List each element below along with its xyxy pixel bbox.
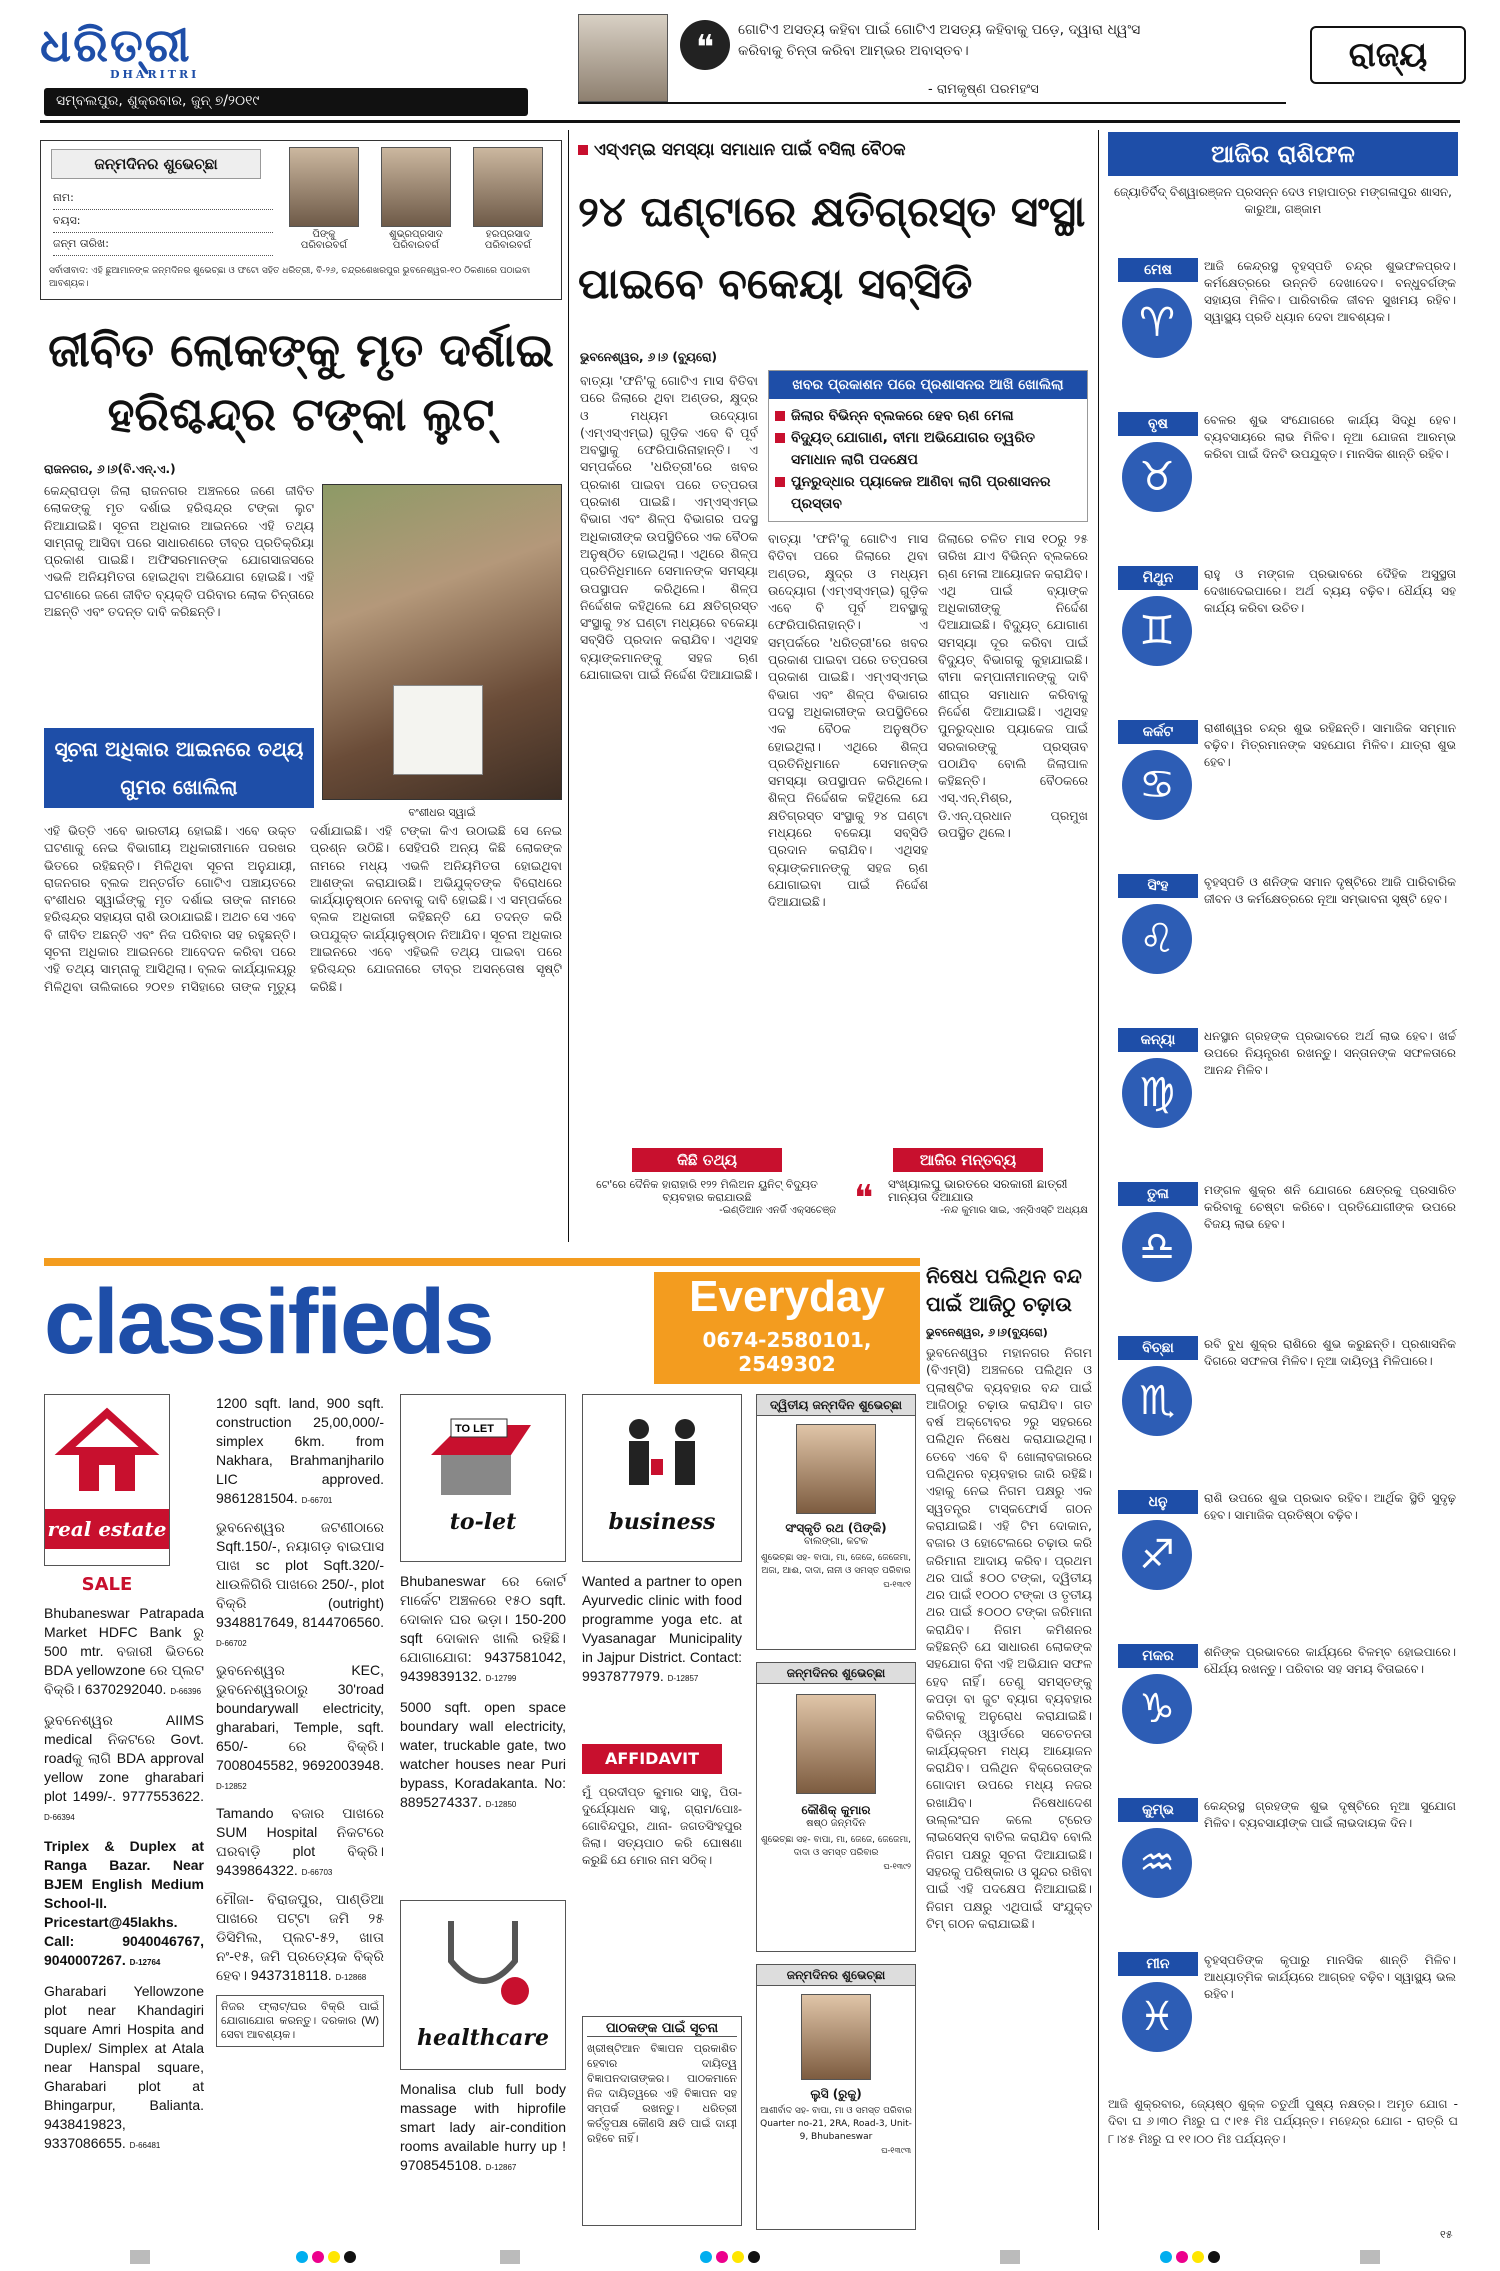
libra-icon: ♎ — [1122, 1212, 1192, 1282]
cyan-dot — [1160, 2251, 1172, 2263]
classified-ad: Bhubaneswar ରେ କୋର୍ଟ ମାର୍କେଟ ଅଞ୍ଚଳରେ ୧୫୦ sqft. ଦୋକାନ ଘର ଭଡ଼ା। 150-200 sqft ଦୋକାନ ଖାଲି ରହିଛି। ଯୋଗାଯୋଗ: 9437581042, 9439839132. D-12799 — [400, 1573, 566, 1684]
birthday-box-top — [40, 140, 562, 300]
center-story-headline: ୨୪ ଘଣ୍ଟାରେ କ୍ଷତିଗ୍ରସ୍ତ ସଂସ୍ଥା ପାଇବେ ବକେୟା ସବ୍ସିଡି — [578, 187, 1086, 308]
birthday-field: ଜନ୍ମ ତାରିଖ: — [53, 233, 273, 256]
magenta-dot — [716, 2251, 728, 2263]
classifieds-phone: 0674-2580101, 2549302 — [702, 1328, 872, 1376]
quote-box — [578, 14, 1286, 104]
aries-icon: ♈ — [1122, 288, 1192, 358]
birthday-card-place: Quarter no-21, 2RA, Road-3, Unit-9, Bhubaneswar — [760, 2119, 912, 2142]
black-dot — [748, 2251, 760, 2263]
rashi-label: ମକର — [1118, 1644, 1198, 1668]
quote-author-photo — [578, 14, 668, 102]
everyday-label: Everyday — [689, 1272, 885, 1321]
rashi-label: ବିଚ୍ଛା — [1118, 1336, 1198, 1360]
sagittarius-icon: ♐ — [1122, 1520, 1192, 1590]
reader-notice-text: ଖ୍ରୀଷ୍ଟିଆନ ବିଜ୍ଞାପନ ପ୍ରକାଶିତ ହେବାର ଦାୟିତ୍ୱ ବିଜ୍ଞାପନଦାତାଙ୍କର। ପାଠକମାନେ ନିଜ ଦାୟିତ୍ୱରେ ଏହି ବିଜ୍ଞାପନ ସହ ସମ୍ପର୍କ ରଖନ୍ତୁ। ଧରିତ୍ରୀ କର୍ତ୍ତୃପକ୍ଷ କୌଣସି କ୍ଷତି ପାଇଁ ଦାୟୀ ରହିବେ ନାହିଁ। — [587, 2042, 737, 2145]
birthday-note: ସର୍ବାସୀବାଦ: ଏହି ଛୁଆମାନଙ୍କ ଜନ୍ମଦିନର ଶୁଭେଚ୍ଛା ଓ ଫଟୋ ସହିତ ଧରିତ୍ରୀ, ବି-୨୬, ଚନ୍ଦ୍ରଶେଖରପୁର ଭୁବନେଶ୍ୱର-୧୦ ଠିକଣାରେ ପଠାଇବା ଆବଶ୍ୟକ। — [49, 266, 531, 289]
classified-ad: ଭୁବନେଶ୍ୱର KEC, ଭୁବନେଶ୍ୱରଠାରୁ 30'road boundarywall electricity, gharabari, Temple, sqft. 650/- ରେ ବିକ୍ରି। 7008045582, 9692003948. D-12852 — [216, 1662, 384, 1791]
rashi-text: ବୃହସ୍ପତି ଓ ଶନିଙ୍କ ସମାନ ଦୃଷ୍ଟିରେ ଆଜି ପାରିବାରିକ ଜୀବନ ଓ କର୍ମକ୍ଷେତ୍ରରେ ନୂଆ ସମ୍ଭାବନା ସୃଷ୍ଟି ହେବ। — [1204, 875, 1456, 906]
rashi-mina — [1108, 1952, 1458, 2082]
classified-ad: Triplex & Duplex at Ranga Bazar. Near BJEM English Medium School-II. Pricestart@45lakhs. Call: 9040046767, 9040007267. D-12764 — [44, 1838, 204, 1968]
highlight-bullet: ଜିଲାର ବିଭିନ୍ନ ବ୍ଲକରେ ହେବ ଋଣ ମେଳା — [775, 405, 1081, 427]
fact-source: -ଇଣ୍ଡିଆନ ଏନର୍ଜି ଏକ୍ସଚେଞ୍ଜ — [719, 1205, 836, 1216]
rashi-simha — [1108, 874, 1458, 1004]
birthday-field: ନାମ: — [53, 187, 273, 210]
rashi-label: ଧନୁ — [1118, 1490, 1198, 1514]
real-estate-tile — [44, 1394, 170, 1566]
healthcare-label: healthcare — [417, 2025, 549, 2051]
birthday-card-code: ଘ-୧୩୯୩ — [881, 2146, 911, 2155]
classified-ad: Gharabari Yellowzone plot near Khandagiri square Amri Hospita and Duplex/ Simplex at Atala near Hanspal square, Gharabari plot at Bhingarpur, Balianta. 9438419823, 9337086655. D-66481 — [44, 1983, 204, 2151]
rashi-karkata — [1108, 720, 1458, 850]
rashi-bichha — [1108, 1336, 1458, 1466]
classified-ad: ମୌଜା- ବିରାଜପୁର, ପାଣ୍ଡିଆ ପାଖରେ ପଟ୍ଟା ଜମି ୨୫ ଡିସିମିଲ, ପ୍ଲଟ-୫୨, ଖାତା ନଂ-୧୫, ଜମି ପ୍ରତ୍ୟେକ ବିକ୍ରି ହେବ। 9437318118. D-12868 — [216, 1891, 384, 1983]
comment-text: ସଂଖ୍ୟାଲଘୁ ଭାରତରେ ସରକାରୀ ଛାତ୍ରୀ ମାନ୍ୟତା ଦିଆଯାଉ — [888, 1177, 1068, 1204]
rashi-label: ମୀନ — [1118, 1952, 1198, 1976]
to-let-label: to-let — [449, 1509, 517, 1535]
ban-story-headline: ନିଷେଧ ପଲିଥିନ ବନ୍ଦ ପାଇଁ ଆଜିଠୁ ଚଢ଼ାଉ — [926, 1264, 1082, 1316]
classified-ad: Monalisa club full body massage with hiprofile smart lady air-condition rooms available hurry up ! 9708545108. D-12867 — [400, 2081, 566, 2173]
birthday-card-title: ଦ୍ୱିତୀୟ ଜନ୍ମଦିନ ଶୁଭେଚ୍ଛା — [757, 1395, 915, 1416]
classified-ad: ଭୁବନେଶ୍ୱର ଜଟଣୀଠାରେ Sqft.150/-, ନୟାଗଡ଼ ବାଇପାସ ପାଖ sc plot Sqft.320/- ଧାଉଳିଗିରି ପାଖରେ 250/-, plot ବିକ୍ରି (outright) 9348817649, 8144706560. D-66702 — [216, 1519, 384, 1648]
birthday-card-code: ଘ-୧୩୯୨ — [883, 1862, 911, 1871]
logo-subtext: DHARITRI — [110, 68, 200, 81]
to-let-sign-icon — [401, 1395, 565, 1505]
rashi-label: କୁମ୍ଭ — [1118, 1798, 1198, 1822]
birthday-card-name: ଲୁସି (ରୁକୁ) — [810, 2087, 862, 2101]
to-let-sign-text: TO LET — [455, 1423, 494, 1435]
birthday-card-code: ଘ-୧୩୯୧ — [883, 1580, 911, 1589]
capricorn-icon: ♑ — [1122, 1674, 1192, 1744]
everyday-box — [654, 1272, 920, 1384]
black-dot — [1208, 2251, 1220, 2263]
business-people-icon — [583, 1395, 741, 1505]
highlight-bullets — [769, 399, 1087, 521]
rashi-label: ମେଷ — [1118, 258, 1198, 282]
magenta-dot — [312, 2251, 324, 2263]
rashi-mesha — [1108, 258, 1458, 388]
healthcare-ad — [400, 2080, 566, 2177]
classifieds-word: classifieds — [44, 1271, 493, 1373]
classified-col-1 — [44, 1604, 204, 2155]
panjika-text: ଆଜି ଶୁକ୍ରବାର, ଜ୍ୟେଷ୍ଠ ଶୁକ୍ଳ ଚତୁର୍ଥୀ ପୁଷ୍ୟ ନକ୍ଷତ୍ର। ଅମୃତ ଯୋଗ - ଦିବା ଘ ୬।୩୦ ମିଃରୁ ଘ ୯।୧୫ ମିଃ ପର୍ଯ୍ୟନ୍ତ। ମହେନ୍ଦ୍ର ଯୋଗ - ରାତ୍ରି ଘ ୮।୪୫ ମିଃରୁ ଘ ୧୧।୦୦ ମିଃ ପର୍ଯ୍ୟନ୍ତ। — [1108, 2097, 1458, 2146]
kid-photo — [381, 147, 451, 227]
classified-ad: 1200 sqft. land, 900 sqft. construction 25,00,000/- simplex 6km. from Nakhara, Brahmanjharilo LIC approved. 9861281504. D-66701 — [216, 1395, 384, 1506]
kid-photo — [796, 1424, 876, 1514]
leo-icon: ♌ — [1122, 904, 1192, 974]
house-icon — [45, 1395, 169, 1505]
gray-swatch — [1360, 2250, 1380, 2264]
masthead-rule — [40, 120, 1460, 123]
page-number: ୧୫ — [1440, 2228, 1453, 2241]
virgo-icon: ♍ — [1122, 1058, 1192, 1128]
rashifal-title: ଆଜିର ରାଶିଫଳ — [1108, 132, 1458, 176]
rashi-text: ରାଶୀଶ୍ୱର ଚନ୍ଦ୍ର ଶୁଭ ରହିଛନ୍ତି। ସାମାଜିକ ସମ୍ମାନ ବଢ଼ିବ। ମିତ୍ରମାନଙ୍କ ସହଯୋଗ ମିଳିବ। ଯାତ୍ରା ଶୁଭ ହେବ। — [1204, 721, 1456, 769]
yellow-dot — [1192, 2251, 1204, 2263]
rashi-tula — [1108, 1182, 1458, 1312]
rashi-dhanu — [1108, 1490, 1458, 1620]
rashi-text: ଆଜି କେନ୍ଦ୍ରସ୍ଥ ବୃହସ୍ପତି ଚନ୍ଦ୍ର ଶୁଭଫଳପ୍ରଦ। କର୍ମକ୍ଷେତ୍ରରେ ଉନ୍ନତି ଦେଖାଦେବ। ବନ୍ଧୁବର୍ଗଙ୍କ ସହାୟତା ମିଳିବ। ପାରିବାରିକ ଜୀବନ ସୁଖମୟ ରହିବ। ସ୍ୱାସ୍ଥ୍ୟ ପ୍ରତି ଧ୍ୟାନ ଦେବା ଆବଶ୍ୟକ। — [1204, 259, 1456, 324]
to-let-tile — [400, 1394, 566, 1562]
newspaper-logo — [40, 18, 270, 86]
rashi-text: ରାହୁ ଓ ମଙ୍ଗଳ ପ୍ରଭାବରେ ଦୈହିକ ଅସୁସ୍ଥତା ଦେଖାଦେଇପାରେ। ଅର୍ଥ ବ୍ୟୟ ବଢ଼ିବ। ଧୈର୍ଯ୍ୟ ସହ କାର୍ଯ୍ୟ କରିବା ଉଚିତ। — [1204, 567, 1456, 615]
quote-mark-icon: ❝ — [680, 20, 730, 70]
quote-author: - ରାମକୃଷ୍ଣ ପରମହଂସ — [928, 82, 1039, 97]
gray-swatch — [500, 2250, 520, 2264]
section-tag: ରାଜ୍ୟ — [1310, 26, 1466, 84]
rashi-kanya — [1108, 1028, 1458, 1158]
kid-photo — [801, 1994, 871, 2080]
classifieds-banner — [44, 1258, 920, 1384]
photo-caption: ବଂଶୀଧର ସ୍ୱାଇଁ — [408, 806, 476, 819]
rashi-label: ତୁଳା — [1118, 1182, 1198, 1206]
news-photo — [322, 484, 562, 800]
rashi-label: କନ୍ୟା — [1118, 1028, 1198, 1052]
aquarius-icon: ♒ — [1122, 1828, 1192, 1898]
fact-box — [578, 1148, 836, 1238]
stethoscope-icon — [401, 1901, 565, 2021]
affidavit-text: ମୁଁ ପ୍ରଦୀପ୍ତ କୁମାର ସାହୁ, ପିତା- ଦୁର୍ଯ୍ୟୋଧନ ସାହୁ, ଗ୍ରାମ/ପୋଃ- ଗୋବିନ୍ଦପୁର, ଥାନା- ଜଗତସିଂହପୁର ଜିଲା। ସତ୍ୟପାଠ କରି ଘୋଷଣା କରୁଛି ଯେ ମୋର ନାମ ସଠିକ୍। — [582, 1785, 742, 1867]
birthday-title: ଜନ୍ମଦିନର ଶୁଭେଚ୍ଛା — [51, 149, 261, 179]
pisces-icon: ♓ — [1122, 1982, 1192, 2052]
left-story-subhead: ସୂଚନା ଅଧିକାର ଆଇନରେ ତଥ୍ୟ ଗୁମର ଖୋଲିଲା — [44, 728, 314, 808]
business-tile — [582, 1394, 742, 1562]
kid-photo — [473, 147, 543, 227]
yellow-dot — [732, 2251, 744, 2263]
column-rule — [1098, 130, 1099, 2230]
affidavit-label: AFFIDAVIT — [582, 1744, 722, 1774]
kid-photo — [289, 147, 359, 227]
left-story-dateline: ରାଜନଗର, ୬।୬(ବି.ଏନ୍.ଏ.) — [44, 462, 176, 476]
cancer-icon: ♋ — [1122, 750, 1192, 820]
highlight-box-title: ଖବର ପ୍ରକାଶନ ପରେ ପ୍ରଶାସନର ଆଖି ଖୋଲିଲା — [769, 371, 1087, 399]
taurus-icon: ♉ — [1122, 442, 1192, 512]
birthday-card-title: ଜନ୍ମଦିନର ଶୁଭେଚ୍ଛା — [757, 1965, 915, 1986]
rashi-text: ମଙ୍ଗଳ ଶୁକ୍ର ଶନି ଯୋଗରେ କ୍ଷେତ୍ରକୁ ପ୍ରସାରିତ କରିବାକୁ ଚେଷ୍ଟା କରିବେ। ପ୍ରତିଯୋଗୀଙ୍କ ଉପରେ ବିଜୟ ଲାଭ ହେବ। — [1204, 1183, 1456, 1231]
rashi-text: ରବି ବୁଧ ଶୁକ୍ର ରାଶିରେ ଶୁଭ କରୁଛନ୍ତି। ପ୍ରଶାସନିକ ଦିଗରେ ସଫଳତା ମିଳିବ। ନୂଆ ଦାୟିତ୍ୱ ମିଳିପାରେ। — [1204, 1337, 1456, 1368]
rashi-text: ବୃହସ୍ପତିଙ୍କ କୃପାରୁ ମାନସିକ ଶାନ୍ତି ମିଳିବ। ଆଧ୍ୟାତ୍ମିକ କାର୍ଯ୍ୟରେ ଆଗ୍ରହ ବଢ଼ିବ। ସ୍ୱାସ୍ଥ୍ୟ ଭଲ ରହିବ। — [1204, 1953, 1456, 2001]
birthday-card-place: ବାଲଙ୍ଗା, କଟକ — [803, 1536, 869, 1547]
classified-col-2 — [216, 1394, 384, 2234]
comment-author: -ନନ୍ଦ କୁମାର ସାଇ, ଏନ୍ସିଏସ୍ଟି ଅଧ୍ୟକ୍ଷ — [940, 1205, 1088, 1216]
rashi-text: କେନ୍ଦ୍ରସ୍ଥ ଗ୍ରହଙ୍କ ଶୁଭ ଦୃଷ୍ଟିରେ ନୂଆ ସୁଯୋଗ ମିଳିବ। ବ୍ୟବସାୟୀଙ୍କ ପାଇଁ ଲାଭଦାୟକ ଦିନ। — [1204, 1799, 1456, 1830]
column-rule — [568, 130, 569, 1242]
classified-col-3 — [400, 1572, 566, 1814]
rashi-label: ବୃଷ — [1118, 412, 1198, 436]
rashi-brisha — [1108, 412, 1458, 542]
highlight-box — [768, 370, 1088, 522]
classified-ad: Tamando ବଜାର ପାଖରେ SUM Hospital ନିକଟରେ ଘରବାଡ଼ି plot ବିକ୍ରି। 9439864322. D-66703 — [216, 1805, 384, 1878]
rashi-text: ଧନସ୍ଥାନ ଗ୍ରହଙ୍କ ପ୍ରଭାବରେ ଅର୍ଥ ଲାଭ ହେବ। ଖର୍ଚ୍ଚ ଉପରେ ନିୟନ୍ତ୍ରଣ ରଖନ୍ତୁ। ସନ୍ତାନଙ୍କ ସଫଳତାରେ ଆନନ୍ଦ ମିଳିବ। — [1204, 1029, 1456, 1077]
left-story-headline: ଜୀବିତ ଲୋକଙ୍କୁ ମୃତ ଦର୍ଶାଇ ହରିଶ୍ଚନ୍ଦ୍ର ଟଙ୍କା ଲୁଟ୍ — [48, 323, 554, 441]
highlight-bullet: ପୁନରୁଦ୍ଧାର ପ୍ୟାକେଜ ଆଣିବା ଲାଗି ପ୍ରଶାସନର ପ୍ରସ୍ତାବ — [775, 471, 1081, 515]
classified-ad: ଭୁବନେଶ୍ୱର AIIMS medical ନିକଟରେ Govt. roadକୁ ଲାଗି BDA approval yellow zone gharabari plot 1499/-. 9777553622. D-66394 — [44, 1712, 204, 1822]
comment-title: ଆଜିର ମନ୍ତବ୍ୟ — [893, 1148, 1043, 1172]
real-estate-label: real estate — [45, 1509, 169, 1549]
kid-caption: ହରପ୍ରସାଦ ପରିବାରବର୍ଗ — [484, 229, 532, 251]
reader-notice — [582, 2016, 742, 2226]
kid-photo — [796, 1694, 876, 1794]
rashi-label: କର୍କଟ — [1118, 720, 1198, 744]
birthday-field: ବୟସ: — [53, 210, 273, 233]
gray-swatch — [130, 2250, 150, 2264]
print-registration-marks — [0, 2246, 1500, 2266]
center-story-body-right: ଜିଲାରେ ଚଳିତ ମାସ ୧୦ରୁ ୨୫ ତାରିଖ ଯାଏ ବିଭିନ୍ନ ବ୍ଲକରେ ଋଣ ମେଳା ଆୟୋଜନ କରାଯିବ। ଏଥି ପାଇଁ ବ୍ୟାଙ୍କ ଅଧିକାରୀଙ୍କୁ ନିର୍ଦ୍ଦେଶ ଦିଆଯାଇଛି। ବିଦ୍ୟୁତ୍ ଯୋଗାଣ ସମସ୍ୟା ଦୂର କରିବା ପାଇଁ ବିଦ୍ୟୁତ୍ ବିଭାଗକୁ କୁହାଯାଇଛି। ବୀମା କମ୍ପାନୀମାନଙ୍କୁ ଦାବି ଶୀଘ୍ର ସମାଧାନ କରିବାକୁ ନିର୍ଦ୍ଦେଶ ଦିଆଯାଇଛି। ଏଥିସହ ପୁନରୁଦ୍ଧାର ପ୍ୟାକେଜ ପାଇଁ ସରକାରଙ୍କୁ ପ୍ରସ୍ତାବ ପଠାଯିବ ବୋଲି ଜିଲାପାଳ କହିଛନ୍ତି। ବୈଠକରେ ଏସ୍.ଏନ୍.ମିଶ୍ର, ଡି.ଏନ୍.ପ୍ରଧାନ ପ୍ରମୁଖ ଉପସ୍ଥିତ ଥିଲେ। — [938, 531, 1088, 841]
reader-notice-title: ପାଠକଙ୍କ ପାଇଁ ସୂଚନା — [587, 2021, 737, 2037]
rashi-mithuna — [1108, 566, 1458, 696]
birthday-card-wish: ଶୁଭେଚ୍ଛା ସହ- ବାପା, ମା, ଜେଜେ, ଜେଜେମା, ଅଜା, ଆଈ, ଦାଦା, ନାନୀ ଓ ସମସ୍ତ ପରିବାର — [760, 1553, 911, 1576]
fact-title: କିଛି ତଥ୍ୟ — [632, 1148, 782, 1172]
birthday-card-wish: ଆଶୀର୍ବାଦ ସହ- ବାପା, ମା ଓ ସମସ୍ତ ପରିବାର — [760, 2106, 912, 2116]
center-story-dateline: ଭୁବନେଶ୍ୱର, ୬।୬ (ବ୍ୟୁରୋ) — [580, 350, 717, 364]
kicker-marker — [578, 145, 588, 155]
classified-ad: Wanted a partner to open Ayurvedic clinic with food programme yoga etc. at Vyasanagar Municipality in Jajpur District. Contact: 9937877979. D-12857 — [582, 1573, 742, 1684]
rashi-kumbha — [1108, 1798, 1458, 1928]
rashifal-astrologer: ଜ୍ୟୋତିର୍ବିଦ୍ ବିଶ୍ୱାରଞ୍ଜନ ପ୍ରସନ୍ନ ଦେଓ ମହାପାତ୍ର ମଙ୍ଗଳାପୁର ଶାସନ, କାରୁଆ, ଗଞ୍ଜାମ — [1114, 185, 1452, 216]
healthcare-tile — [400, 1900, 566, 2070]
birthday-form-fields — [53, 187, 273, 256]
scorpio-icon: ♏ — [1122, 1366, 1192, 1436]
gemini-icon: ♊ — [1122, 596, 1192, 666]
left-story-body: ଏହି ଭିତ୍ତି ଏବେ ଭାରତୀୟ ହୋଇଛି। ଏବେ ଉକ୍ତ ଘଟଣାକୁ ନେଇ ବିଭାଗୀୟ ଅଧିକାରୀମାନେ ପରଖର ଭିତରେ ରହିଛନ୍ତି। ମିଳିଥିବା ସୂଚନା ଅନୁଯାୟୀ, ରାଜନଗର ବ୍ଲକ ଅନ୍ତର୍ଗତ ଗୋଟିଏ ପଞ୍ଚାୟତରେ ବଂଶୀଧର ସ୍ୱାଇଁଙ୍କୁ ମୃତ ଦର୍ଶାଇ ତାଙ୍କ ନାମରେ ହରିଶ୍ଚନ୍ଦ୍ର ସହାୟତା ରାଶି ଉଠାଯାଇଛି। ଅଥଚ ସେ ଏବେ ବି ଜୀବିତ ଅଛନ୍ତି ଏବଂ ନିଜ ପରିବାର ସହ ରହୁଛନ୍ତି। ସୂଚନା ଅଧିକାର ଆଇନରେ ଆବେଦନ କରିବା ପରେ ଏହି ତଥ୍ୟ ସାମ୍ନାକୁ ଆସିଥିଲା। ବ୍ଲକ କାର୍ଯ୍ୟାଳୟରୁ ମିଳିଥିବା ତାଲିକାରେ ୨୦୧୭ ମସିହାରେ ତାଙ୍କ ମୃତ୍ୟୁ ଦର୍ଶାଯାଇଛି। ଏହି ଟଙ୍କା କିଏ ଉଠାଇଛି ସେ ନେଇ ପ୍ରଶ୍ନ ଉଠିଛି। ସେହିପରି ଅନ୍ୟ କିଛି ଲୋକଙ୍କ ନାମରେ ମଧ୍ୟ ଏଭଳି ଅନିୟମିତତା ହୋଇଥିବା ଆଶଙ୍କା କରାଯାଉଛି। ଅଭିଯୁକ୍ତଙ୍କ ବିରୋଧରେ କାର୍ଯ୍ୟାନୁଷ୍ଠାନ ନେବାକୁ ଦାବି ହୋଇଛି। ଏ ସମ୍ପର୍କରେ ବ୍ଲକ ଅଧିକାରୀ କହିଛନ୍ତି ଯେ ତଦନ୍ତ କରି ଉପଯୁକ୍ତ କାର୍ଯ୍ୟାନୁଷ୍ଠାନ ନିଆଯିବ। ସୂଚନା ଅଧିକାର ଆଇନରେ ଏବେ ଏହିଭଳି ତଥ୍ୟ ପାଇବା ପରେ ହରିଶ୍ଚନ୍ଦ୍ର ଯୋଜନାରେ ତୀବ୍ର ଅସନ୍ତୋଷ ସୃଷ୍ଟି କରିଛି। — [44, 823, 562, 994]
birthday-card — [756, 1394, 916, 1650]
comment-quote-icon: ❝ — [854, 1178, 874, 1219]
logo-text: ଧରିତ୍ରୀ — [40, 18, 192, 72]
classified-ad: ନିଜର ଫ୍ଲାଟ୍/ଘର ବିକ୍ରି ପାଇଁ ଯୋଗାଯୋଗ କରନ୍ତୁ। ଦରକାର (W) ସେବା ଆବଶ୍ୟକ। — [216, 1995, 384, 2047]
magenta-dot — [1176, 2251, 1188, 2263]
rashi-text: ବେଳର ଶୁଭ ସଂଯୋଗରେ କାର୍ଯ୍ୟ ସିଦ୍ଧି ହେବ। ବ୍ୟବସାୟରେ ଲାଭ ମିଳିବ। ନୂଆ ଯୋଜନା ଆରମ୍ଭ କରିବା ପାଇଁ ଦିନଟି ଉପଯୁକ୍ତ। ମାନସିକ ଶାନ୍ତି ରହିବ। — [1204, 413, 1456, 461]
quote-text: ଗୋଟିଏ ଅସତ୍ୟ କହିବା ପାଇଁ ଗୋଟିଏ ଅସତ୍ୟ କହିବାକୁ ପଡ଼େ, ଦ୍ୱାରା ଧ୍ୱଂସ କରିବାକୁ ଚିନ୍ତା କରିବା ଆମ୍ଭର ଅବାସ୍ତବ। — [738, 22, 1141, 59]
gray-swatch — [1000, 2250, 1020, 2264]
document-in-hand — [393, 685, 483, 775]
ban-story-dateline: ଭୁବନେଶ୍ୱର, ୬।୬(ବ୍ୟୁରୋ) — [926, 1326, 1048, 1339]
birthday-card-name: ସଂସ୍କୃତି ରଥ (ପିଙ୍କି) — [785, 1521, 887, 1535]
dateline: ସମ୍ବଲପୁର, ଶୁକ୍ରବାର, ଜୁନ୍ ୭/୨୦୧୯ — [44, 88, 528, 116]
sale-label: SALE — [81, 1574, 133, 1595]
birthday-card — [756, 1964, 916, 2230]
highlight-bullet: ବିଦ୍ୟୁତ୍ ଯୋଗାଣ, ବୀମା ଅଭିଯୋଗର ତ୍ୱରିତ ସମାଧାନ ଲାଗି ପଦକ୍ଷେପ — [775, 427, 1081, 471]
kid-caption: ଶୁଭ୍ରପ୍ରସାଦ ପରିବାରବର୍ଗ — [389, 229, 443, 251]
center-story-body-left: ବାତ୍ୟା 'ଫନି'କୁ ଗୋଟିଏ ମାସ ବିତିବା ପରେ ଜିଲାରେ ଥିବା ଅଣ୍ଡର, କ୍ଷୁଦ୍ର ଓ ମଧ୍ୟମ ଉଦ୍ୟୋଗ (ଏମ୍ଏସ୍ଏମ୍ଇ) ଗୁଡ଼ିକ ଏବେ ବି ପୂର୍ବ ଅବସ୍ଥାକୁ ଫେରିପାରିନାହାନ୍ତି। ଏ ସମ୍ପର୍କରେ 'ଧରିତ୍ରୀ'ରେ ଖବର ପ୍ରକାଶ ପାଇବା ପରେ ତତ୍ପରତା ପ୍ରକାଶ ପାଇଛି। ଏମ୍ଏସ୍ଏମ୍ଇ ବିଭାଗ ଏବଂ ଶିଳ୍ପ ବିଭାଗର ପଦସ୍ଥ ଅଧିକାରୀଙ୍କ ଉପସ୍ଥିତିରେ ଏକ ବୈଠକ ଅନୁଷ୍ଠିତ ହୋଇଥିଲା। ଏଥିରେ ଶିଳ୍ପ ପ୍ରତିନିଧିମାନେ ସେମାନଙ୍କ ସମସ୍ୟା ଉପସ୍ଥାପନ କରିଥିଲେ। ଶିଳ୍ପ ନିର୍ଦ୍ଦେଶକ କହିଥିଲେ ଯେ କ୍ଷତିଗ୍ରସ୍ତ ସଂସ୍ଥାକୁ ୨୪ ଘଣ୍ଟା ମଧ୍ୟରେ ବକେୟା ସବ୍ସିଡି ପ୍ରଦାନ କରାଯିବ। ଏଥିସହ ବ୍ୟାଙ୍କମାନଙ୍କୁ ସହଜ ଋଣ ଯୋଗାଇବା ପାଇଁ ନିର୍ଦ୍ଦେଶ ଦିଆଯାଇଛି। — [580, 373, 758, 683]
center-story-body-mid: ବାତ୍ୟା 'ଫନି'କୁ ଗୋଟିଏ ମାସ ବିତିବା ପରେ ଜିଲାରେ ଥିବା ଅଣ୍ଡର, କ୍ଷୁଦ୍ର ଓ ମଧ୍ୟମ ଉଦ୍ୟୋଗ (ଏମ୍ଏସ୍ଏମ୍ଇ) ଗୁଡ଼ିକ ଏବେ ବି ପୂର୍ବ ଅବସ୍ଥାକୁ ଫେରିପାରିନାହାନ୍ତି। ଏ ସମ୍ପର୍କରେ 'ଧରିତ୍ରୀ'ରେ ଖବର ପ୍ରକାଶ ପାଇବା ପରେ ତତ୍ପରତା ପ୍ରକାଶ ପାଇଛି। ଏମ୍ଏସ୍ଏମ୍ଇ ବିଭାଗ ଏବଂ ଶିଳ୍ପ ବିଭାଗର ପଦସ୍ଥ ଅଧିକାରୀଙ୍କ ଉପସ୍ଥିତିରେ ଏକ ବୈଠକ ଅନୁଷ୍ଠିତ ହୋଇଥିଲା। ଏଥିରେ ଶିଳ୍ପ ପ୍ରତିନିଧିମାନେ ସେମାନଙ୍କ ସମସ୍ୟା ଉପସ୍ଥାପନ କରିଥିଲେ। ଶିଳ୍ପ ନିର୍ଦ୍ଦେଶକ କହିଥିଲେ ଯେ କ୍ଷତିଗ୍ରସ୍ତ ସଂସ୍ଥାକୁ ୨୪ ଘଣ୍ଟା ମଧ୍ୟରେ ବକେୟା ସବ୍ସିଡି ପ୍ରଦାନ କରାଯିବ। ଏଥିସହ ବ୍ୟାଙ୍କମାନଙ୍କୁ ସହଜ ଋଣ ଯୋଗାଇବା ପାଇଁ ନିର୍ଦ୍ଦେଶ ଦିଆଯାଇଛି। — [768, 531, 928, 910]
rashi-makara — [1108, 1644, 1458, 1774]
kid-caption: ପିଙ୍କୁ ପରିବାରବର୍ଗ — [300, 229, 348, 251]
ban-story-body: ଭୁବନେଶ୍ୱର ମହାନଗର ନିଗମ (ବିଏମ୍ସି) ଅଞ୍ଚଳରେ ପଲିଥିନ ଓ ପ୍ଲାଷ୍ଟିକ ବ୍ୟବହାର ବନ୍ଦ ପାଇଁ ଆଜିଠାରୁ ଚଢ଼ାଉ କରାଯିବ। ଗତ ବର୍ଷ ଅକ୍ଟୋବର ୨ରୁ ସହରରେ ପଲିଥିନ ନିଷେଧ କରାଯାଇଥିଲା। ତେବେ ଏବେ ବି ଖୋଲାବଜାରରେ ପଲିଥିନର ବ୍ୟବହାର ଜାରି ରହିଛି। ଏହାକୁ ନେଇ ନିଗମ ପକ୍ଷରୁ ଏକ ସ୍ୱତନ୍ତ୍ର ଟାସ୍କଫୋର୍ସ ଗଠନ କରାଯାଇଛି। ଏହି ଟିମ ଦୋକାନ, ବଜାର ଓ ହୋଟେଲରେ ଚଢ଼ାଉ କରି ଜରିମାନା ଆଦାୟ କରିବ। ପ୍ରଥମ ଥର ପାଇଁ ୫୦୦ ଟଙ୍କା, ଦ୍ୱିତୀୟ ଥର ପାଇଁ ୧୦୦୦ ଟଙ୍କା ଓ ତୃତୀୟ ଥର ପାଇଁ ୫୦୦୦ ଟଙ୍କା ଜରିମାନା କରାଯିବ। ନିଗମ କମିଶନର କହିଛନ୍ତି ଯେ ସାଧାରଣ ଲୋକଙ୍କ ସହଯୋଗ ବିନା ଏହି ଅଭିଯାନ ସଫଳ ହେବ ନାହିଁ। ତେଣୁ ସମସ୍ତଙ୍କୁ କପଡ଼ା ବା ଜୁଟ ବ୍ୟାଗ ବ୍ୟବହାର କରିବାକୁ ଅନୁରୋଧ କରାଯାଇଛି। ବିଭିନ୍ନ ଓ୍ୱାର୍ଡରେ ସଚେତନତା କାର୍ଯ୍ୟକ୍ରମ ମଧ୍ୟ ଆୟୋଜନ କରାଯିବ। ପଲିଥିନ ବିକ୍ରେତାଙ୍କ ଗୋଦାମ ଉପରେ ମଧ୍ୟ ନଜର ରଖାଯିବ। ନିଷେଧାଦେଶ ଉଲ୍ଲଂଘନ କଲେ ଟ୍ରେଡ ଲାଇସେନ୍ସ ବାତିଲ କରାଯିବ ବୋଲି ନିଗମ ପକ୍ଷରୁ ସୂଚନା ଦିଆଯାଇଛି। ସହରକୁ ପରିଷ୍କାର ଓ ସୁନ୍ଦର ରଖିବା ପାଇଁ ଏହି ପଦକ୍ଷେପ ନିଆଯାଇଛି। ନିଗମ ପକ୍ଷରୁ ଏଥିପାଇଁ ସଂଯୁକ୍ତ ଟିମ୍ ଗଠନ କରାଯାଇଛି। — [926, 1345, 1092, 1931]
rashi-label: ସିଂହ — [1118, 874, 1198, 898]
birthday-card-title: ଜନ୍ମଦିନର ଶୁଭେଚ୍ଛା — [757, 1663, 915, 1684]
business-label: business — [608, 1509, 716, 1535]
yellow-dot — [328, 2251, 340, 2263]
black-dot — [344, 2251, 356, 2263]
birthday-card-place: ଷଷ୍ଠ ଜନ୍ମଦିନ — [806, 1818, 866, 1829]
rashi-label: ମିଥୁନ — [1118, 566, 1198, 590]
fact-text: ଟେ'ରେ ଦୈନିକ ହାରାହାରି ୧୨୨ ମିଲିଅନ ୟୁନିଟ୍ ବିଦ୍ୟୁତ ବ୍ୟବହାର କରାଯାଉଛି — [596, 1178, 818, 1204]
rashi-text: ରାଶି ଉପରେ ଶୁଭ ପ୍ରଭାବ ରହିବ। ଆର୍ଥିକ ସ୍ଥିତି ସୁଦୃଢ଼ ହେବ। ସାମାଜିକ ପ୍ରତିଷ୍ଠା ବଢ଼ିବ। — [1204, 1491, 1456, 1522]
classified-col-4 — [582, 1572, 742, 1688]
cyan-dot — [700, 2251, 712, 2263]
left-story-intro: କେନ୍ଦ୍ରାପଡ଼ା ଜିଲା ରାଜନଗର ଅଞ୍ଚଳରେ ଜଣେ ଜୀବିତ ଲୋକଙ୍କୁ ମୃତ ଦର୍ଶାଇ ହରିଶ୍ଚନ୍ଦ୍ର ଟଙ୍କା ଲୁଟ ନିଆଯାଇଛି। ସୂଚନା ଅଧିକାର ଆଇନରେ ଏହି ତଥ୍ୟ ସାମ୍ନାକୁ ଆସିବା ପରେ ସାଧାରଣରେ ତୀବ୍ର ପ୍ରତିକ୍ରିୟା ପ୍ରକାଶ ପାଇଛି। ଅଫିସରମାନଙ୍କ ଯୋଗସାଜସରେ ଏଭଳି ଅନିୟମିତତା ହୋଇଥିବା ଅଭିଯୋଗ ହୋଇଛି। ଏହି ଘଟଣାରେ ଜଣେ ଜୀବିତ ବ୍ୟକ୍ତି ପରିବାର ଲୋକ ଚିନ୍ତାରେ ଅଛନ୍ତି ଏବଂ ତଦନ୍ତ ଦାବି କରିଛନ୍ତି। — [44, 483, 314, 620]
birthday-card-name: କୌଶିକ୍ କୁମାର — [801, 1803, 871, 1817]
comment-box — [848, 1148, 1088, 1238]
birthday-card-wish: ଶୁଭେଚ୍ଛା ସହ- ବାପା, ମା, ଜେଜେ, ଜେଜେମା, ଦାଦା ଓ ସମସ୍ତ ପରିବାର — [760, 1835, 911, 1858]
birthday-card — [756, 1662, 916, 1952]
rashi-text: ଶନିଙ୍କ ପ୍ରଭାବରେ କାର୍ଯ୍ୟରେ ବିଳମ୍ବ ହୋଇପାରେ। ଧୈର୍ଯ୍ୟ ରଖନ୍ତୁ। ପରିବାର ସହ ସମୟ ବିତାଇବେ। — [1204, 1645, 1456, 1676]
classified-ad: Bhubaneswar Patrapada Market HDFC Bank ରୁ 500 mtr. ବଜାରୀ ଭିତରେ BDA yellowzone ରେ ପ୍ଲଟ ବିକ୍ରି। 6370292040. D-66396 — [44, 1605, 204, 1697]
cyan-dot — [296, 2251, 308, 2263]
center-story-kicker: ଏସ୍ଏମ୍ଇ ସମସ୍ୟା ସମାଧାନ ପାଇଁ ବସିଲା ବୈଠକ — [578, 140, 1088, 160]
classified-ad: 5000 sqft. open space boundary wall electricity, water, truckable gate, two watcher houses near Puri bypass, Koradakanta. No: 8895274337. D-12850 — [400, 1699, 566, 1810]
